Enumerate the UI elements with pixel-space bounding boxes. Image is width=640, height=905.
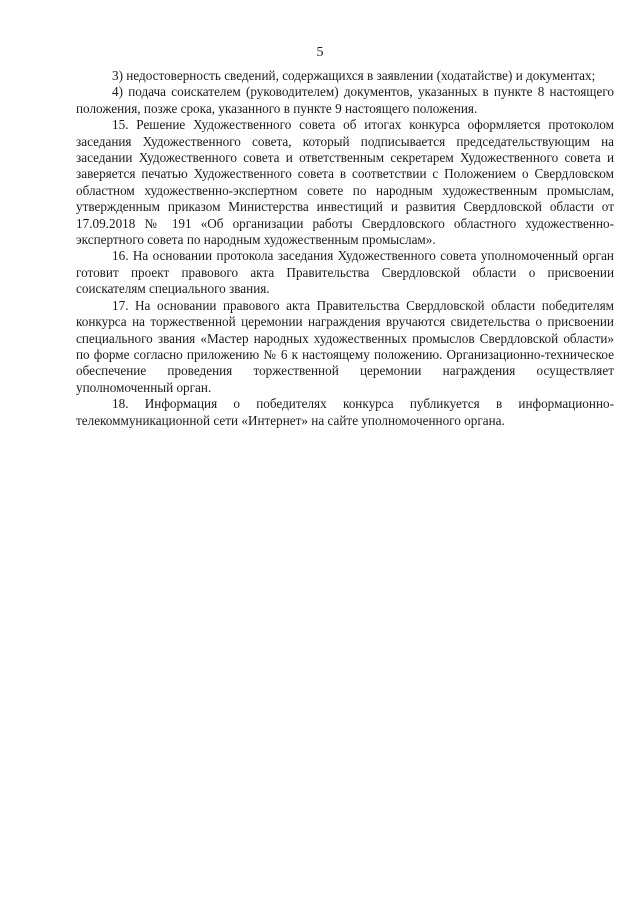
paragraph-point-16: 16. На основании протокола заседания Художественного совета уполномоченный орган готовит проект правового акта Правительства Свердловской области о присвоении соискателям специального звания. — [76, 248, 614, 297]
paragraph-point-15: 15. Решение Художественного совета об итогах конкурса оформляется протоколом заседания Художественного совета, который подписывается председательствующим на заседании Художественного совета и ответственным секретарем Художественного совета и заверяется печатью Художественного совета в соответствии с Положением о Свердловском областном художественно-экспертном совете по народным художественным промыслам, утвержденным приказом Министерства инвестиций и развития Свердловской области от 17.09.2018 № 191 «Об организации работы Свердловского областного художественно-экспертного совета по народным художественным промыслам». — [76, 117, 614, 248]
document-body — [76, 68, 614, 429]
paragraph-item-3: 3) недостоверность сведений, содержащихся в заявлении (ходатайстве) и документах; — [112, 68, 596, 83]
page-number: 5 — [316, 45, 324, 60]
paragraph-point-17: 17. На основании правового акта Правительства Свердловской области победителям конкурса на торжественной церемонии награждения вручаются свидетельства о присвоении специального звания «Мастер народных художественных промыслов Свердловской области» по форме согласно приложению № 6 к настоящему положению. Организационно-техническое обеспечение проведения торжественной церемонии награждения осуществляет уполномоченный орган. — [76, 297, 614, 395]
paragraph-item-4: 4) подача соискателем (руководителем) документов, указанных в пункте 8 настоящего положения, позже срока, указанного в пункте 9 настоящего положения. — [76, 84, 614, 116]
paragraph-point-18: 18. Информация о победителях конкурса публикуется в информационно-телекоммуникационной сети «Интернет» на сайте уполномоченного органа. — [76, 396, 614, 428]
